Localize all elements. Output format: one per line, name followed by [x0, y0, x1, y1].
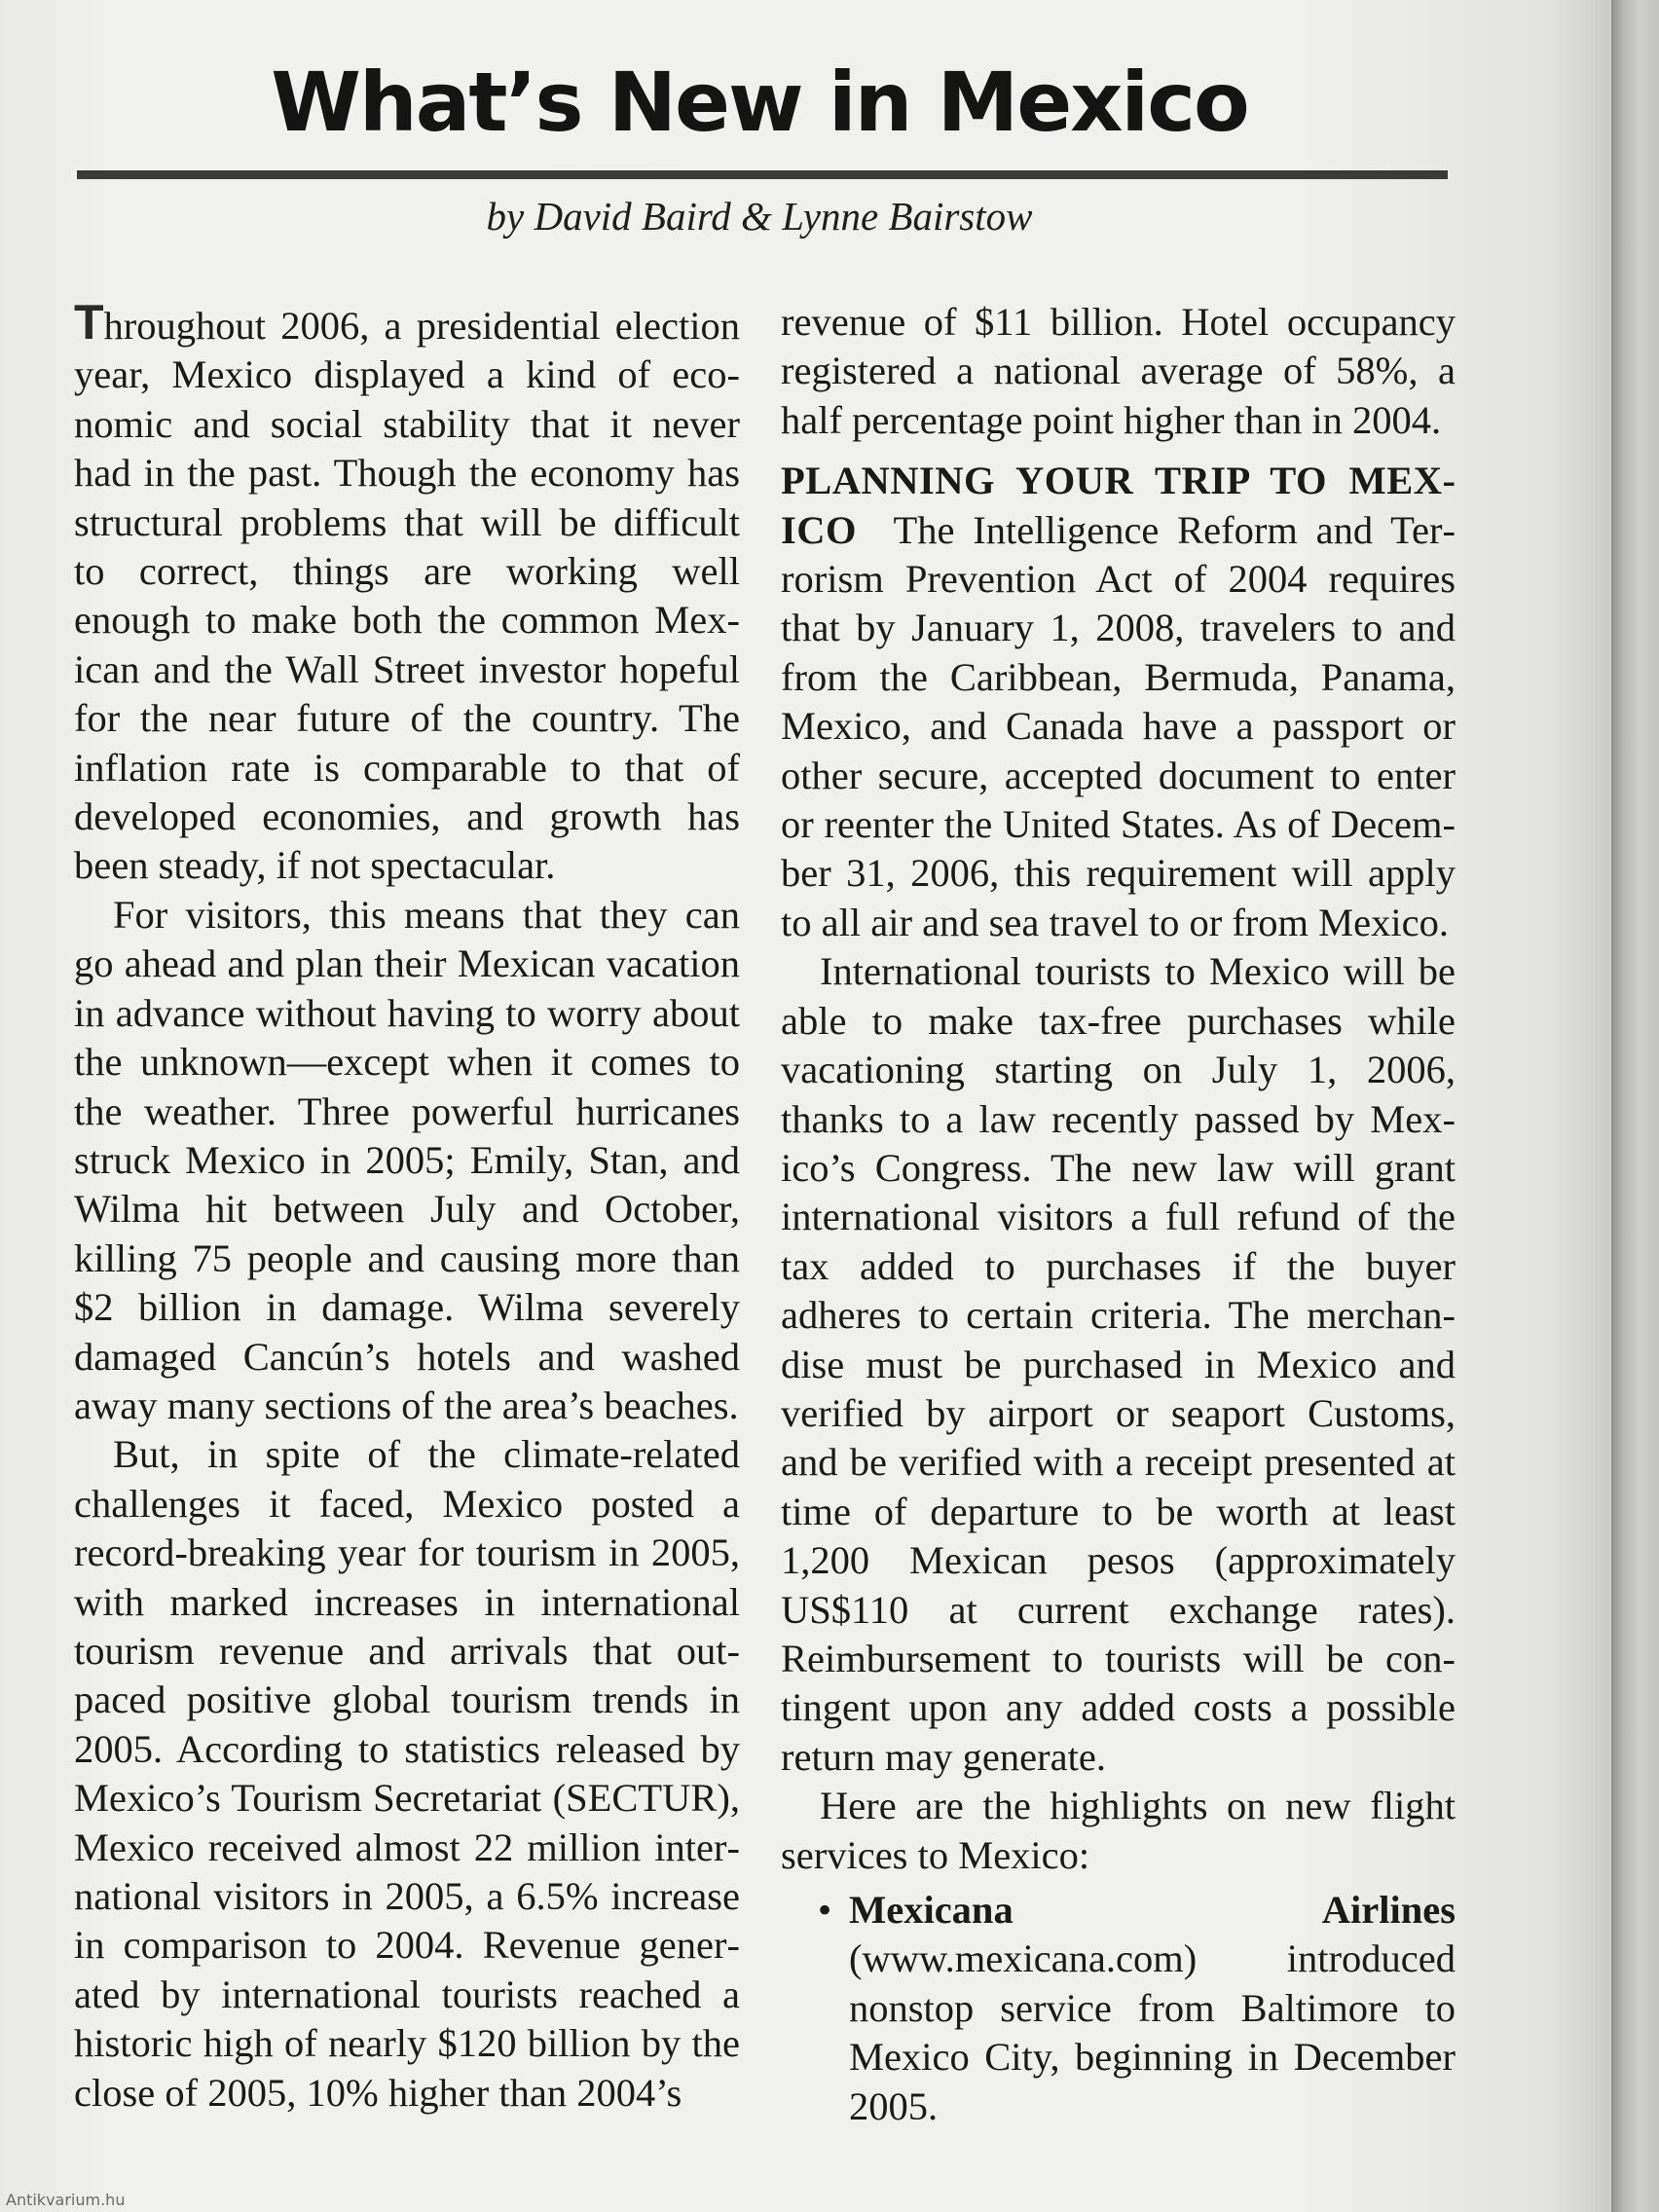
paragraph: Here are the highlights on new flight services to Mexico: [781, 1784, 1456, 1877]
drop-cap: T [74, 295, 104, 350]
byline: by David Baird & Lynne Bairstow [486, 194, 1033, 239]
paragraph [781, 457, 1456, 947]
watermark: Antikvarium.hu [6, 2191, 126, 2209]
paragraph [74, 295, 740, 891]
paragraph-text: The Intelligence Reform and Terrorism Prevention Act of 2004 requires that by January 1, 2008, travelers to and from the Caribbean, Bermuda, Panama, Mexico, and Canada have a passport or other secure, accepted document to enter or reenter the United States. As of December 31, 2006, this requirement will apply to all air and sea travel to or from Mexico. [781, 507, 1456, 944]
paragraph: For visitors, this means that they can go ahead and plan their Mexican vacation in advance without having to worry about the unknown—except when it comes to the weather. Three powerful hurricanes struck Mexico in 2005; Emily, Stan, and Wilma hit between July and October, killing 75 people and causing more than $2 billion in damage. Wilma severely damaged Cancún’s hotels and washed away many sections of the area’s beaches. [74, 892, 740, 1427]
page-edge [1611, 0, 1659, 2212]
flight-services-list [781, 1886, 1456, 2131]
list-item [781, 1886, 1456, 2131]
paragraph: revenue of $11 billion. Hotel occupancy registered a national average of 58%, a half percentage point higher than in 2004. [781, 300, 1456, 442]
title-rule [77, 170, 1448, 179]
article-title: What’s New in Mexico [271, 55, 1248, 150]
paragraph: International tourists to Mexico will be able to make tax-free purchases while vacationing starting on July 1, 2006, thanks to a law recently passed by Mexico’s Congress. The new law will grant international visitors a full refund of the tax added to purchases if the buyer adheres to certain criteria. The merchandise must be purchased in Mexico and verified by airport or seaport Customs, and be verified with a receipt presented at time of departure to be worth at least 1,200 Mexican pesos (approximately US$110 at current exchange rates). Reimbursement to tourists will be contingent upon any added costs a possible return may generate. [781, 949, 1456, 1779]
section-heading: PLANNING YOUR TRIP TO MEXICO [781, 459, 1456, 552]
paragraph-text: hroughout 2006, a presidential election year, Mexico displayed a kind of economic and social stability that it never had in the past. Though the economy has structural problems that will be difficult to correct, things are working well enough to make both the common Mexican and the Wall Street investor hopeful for the near future of the country. The inflation rate is comparable to that of developed economies, and growth has been steady, if not spectacular. [74, 304, 740, 888]
right-column [781, 298, 1456, 2131]
paragraph: But, in spite of the climate-related challenges it faced, Mexico posted a record-breaking year for tourism in 2005, with marked increases in international tourism revenue and arrivals that outpaced positive global tourism trends in 2005. According to statistics released by Mexico’s Tourism Secretariat (SECTUR), Mexico received almost 22 million international visitors in 2005, a 6.5% increase in comparison to 2004. Revenue generated by international tourists reached a historic high of nearly $120 billion by the close of 2005, 10% higher than 2004’s [74, 1432, 740, 2115]
left-column [74, 295, 740, 2118]
list-item-text: (www.mexicana.com) introduced nonstop service from Baltimore to Mexico City, beginning in December 2005. [849, 1936, 1456, 2128]
airline-name: Mexicana Airlines [849, 1888, 1456, 1932]
